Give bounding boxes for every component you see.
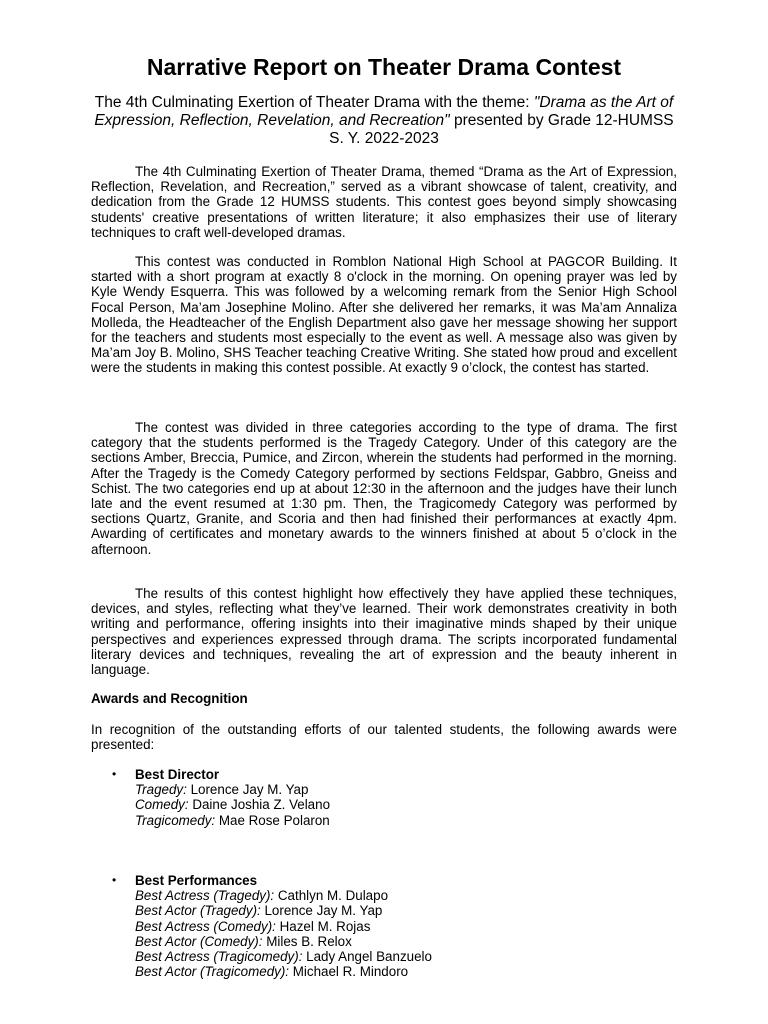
award-best-performances — [112, 873, 672, 979]
subtitle-tail: presented by Grade 12-HUMSS S. Y. 2022-2023 — [329, 112, 674, 147]
award-entry — [135, 919, 672, 934]
paragraph-program-text: This contest was conducted in Romblon National High School at PAGCOR Building. It started with a short program at exactly 8 o'clock in the morning. On opening prayer was led by Kyle Wendy Esquerra. This was followed by a welcoming remark from the Senior High School Focal Person, Ma’am Josephine Molino. After she delivered her remarks, it was Ma’am Annaliza Molleda, the Headteacher of the English Department also gave her message showing her support for the teachers and students most especially to the event as well. A message also was given by Ma’am Joy B. Molino, SHS Teacher teaching Creative Writing. She stated how proud and excellent were the students in making this contest possible. At exactly 9 o’clock, the contest has started. — [91, 254, 677, 376]
award-entry-label: Best Actor (Comedy): — [135, 933, 263, 949]
subtitle-lead: The 4th Culminating Exertion of Theater Drama with the theme: — [94, 94, 534, 111]
document-title: Narrative Report on Theater Drama Contest — [146, 54, 622, 80]
award-entry-label: Best Actor (Tragicomedy): — [135, 964, 290, 980]
award-entry-name: Lady Angel Banzuelo — [302, 949, 432, 965]
award-entry-label: Best Actress (Tragicomedy): — [135, 949, 303, 965]
award-entry-label: Tragedy: — [135, 782, 187, 798]
award-entry-name: Daine Joshia Z. Velano — [188, 797, 331, 813]
award-entry-label: Best Actor (Tragedy): — [135, 903, 261, 919]
paragraph-categories — [91, 420, 677, 557]
award-entry-label: Tragicomedy: — [135, 812, 216, 828]
paragraph-program — [91, 254, 677, 376]
award-entry — [135, 903, 672, 918]
award-entry — [135, 782, 672, 797]
award-entry-label: Comedy: — [135, 797, 189, 813]
paragraph-intro — [91, 164, 677, 240]
bullet-icon: • — [112, 767, 117, 781]
paragraph-results-text: The results of this contest highlight how effectively they have applied these techniques, devices, and styles, reflecting what they’ve learned. Their work demonstrates creativity in both writing and performance, offering insights into their imaginative minds shaped by their unique perspectives and experiences expressed through drama. The scripts incorporated fundamental literary devices and techniques, revealing the art of expression and the beauty inherent in language. — [91, 586, 677, 678]
paragraph-intro-text: The 4th Culminating Exertion of Theater Drama, themed “Drama as the Art of Expression, Reflection, Revelation, and Recreation,” served as a vibrant showcase of talent, creativity, and dedication from the Grade 12 HUMSS students. This contest goes beyond simply showcasing students' creative presentations of written literature; it also emphasizes their use of literary techniques to craft well-developed dramas. — [91, 164, 677, 240]
paragraph-results — [91, 586, 677, 677]
award-entry — [135, 797, 672, 812]
document-subtitle — [86, 94, 682, 148]
award-entry-label: Best Actress (Tragedy): — [135, 888, 275, 904]
award-entry — [135, 949, 672, 964]
paragraph-categories-text: The contest was divided in three categories according to the type of drama. The first category that the students performed is the Tragedy Category. Under of this category are the sections Amber, Breccia, Pumice, and Zircon, wherein the students had performed in the morning. After the Tragedy is the Comedy Category performed by sections Feldspar, Gabbro, Gneiss and Schist. The two categories end up at about 12:30 in the afternoon and the judges have their lunch late and the event resumed at 1:30 pm. Then, the Tragicomedy Category was performed by sections Quartz, Granite, and Scoria and then had finished their performances at exactly 4pm. Awarding of certificates and monetary awards to the winners finished at about 5 o’clock in the afternoon. — [91, 420, 677, 557]
award-entry-name: Lorence Jay M. Yap — [260, 903, 383, 919]
award-entry-name: Mae Rose Polaron — [215, 812, 330, 828]
award-entry-name: Michael R. Mindoro — [289, 964, 409, 980]
bullet-icon: • — [112, 873, 117, 887]
award-entry — [135, 934, 672, 949]
award-title: Best Director — [135, 767, 220, 782]
award-entry-name: Miles B. Relox — [262, 933, 352, 949]
award-entry-name: Hazel M. Rojas — [275, 918, 371, 934]
award-entry — [135, 888, 672, 903]
award-entry-name: Lorence Jay M. Yap — [186, 782, 309, 798]
award-title: Best Performances — [135, 873, 258, 888]
award-entry-label: Best Actress (Comedy): — [135, 918, 276, 934]
awards-intro: In recognition of the outstanding efforts of our talented students, the following awards were presented: — [91, 722, 677, 753]
subtitle-theme: "Drama as the Art of Expression, Reflection, Revelation, and Recreation" — [94, 94, 674, 129]
awards-heading: Awards and Recognition — [91, 691, 248, 706]
award-best-director — [112, 767, 672, 828]
award-entry — [135, 964, 672, 979]
award-entry-name: Cathlyn M. Dulapo — [274, 888, 389, 904]
award-entry — [135, 813, 672, 828]
